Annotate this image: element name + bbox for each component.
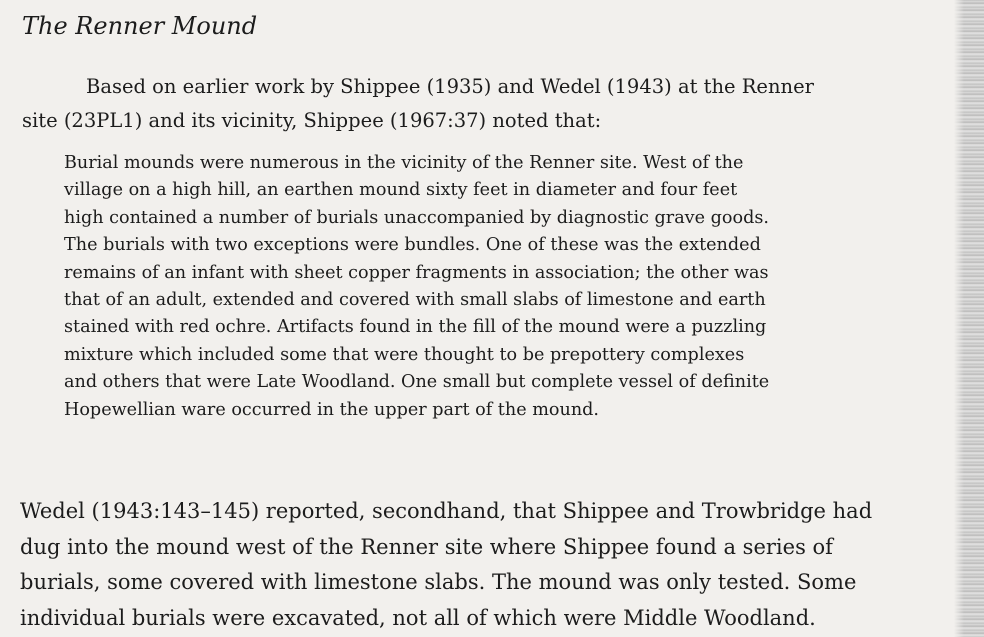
closing-line: individual burials were excavated, not all of which were Middle Woodland. xyxy=(20,605,816,630)
quote-line: remains of an infant with sheet copper fragments in association; the other was xyxy=(64,262,769,283)
closing-line: burials, some covered with limestone slabs. The mound was only tested. Some xyxy=(20,570,857,594)
intro-paragraph xyxy=(22,70,814,138)
closing-line: dug into the mound west of the Renner site where Shippee found a series of xyxy=(20,534,833,559)
quote-line: The burials with two exceptions were bundles. One of these was the extended xyxy=(64,235,761,256)
quote-line: stained with red ochre. Artifacts found in the fill of the mound were a puzzling xyxy=(64,317,767,338)
intro-line: Based on earlier work by Shippee (1935) and Wedel (1943) at the Renner xyxy=(86,75,814,98)
page-binding-shadow xyxy=(954,0,984,637)
section-heading: The Renner Mound xyxy=(22,12,258,40)
quote-line: and others that were Late Woodland. One small but complete vessel of definite xyxy=(64,372,770,393)
quote-line: that of an adult, extended and covered with small slabs of limestone and earth xyxy=(64,290,766,311)
quote-line: village on a high hill, an earthen mound sixty feet in diameter and four feet xyxy=(64,180,738,201)
block-quote xyxy=(64,150,769,424)
intro-line: site (23PL1) and its vicinity, Shippee (1967:37) noted that: xyxy=(22,109,602,132)
closing-line: Wedel (1943:143–145) reported, secondhand, that Shippee and Trowbridge had xyxy=(20,499,873,523)
quote-line: Hopewellian ware occurred in the upper part of the mound. xyxy=(64,399,600,420)
quote-line: mixture which included some that were thought to be prepottery complexes xyxy=(64,344,745,365)
quote-line: high contained a number of burials unaccompanied by diagnostic grave goods. xyxy=(64,207,769,228)
quote-line: Burial mounds were numerous in the vicinity of the Renner site. West of the xyxy=(64,153,744,173)
closing-paragraph xyxy=(20,494,872,636)
